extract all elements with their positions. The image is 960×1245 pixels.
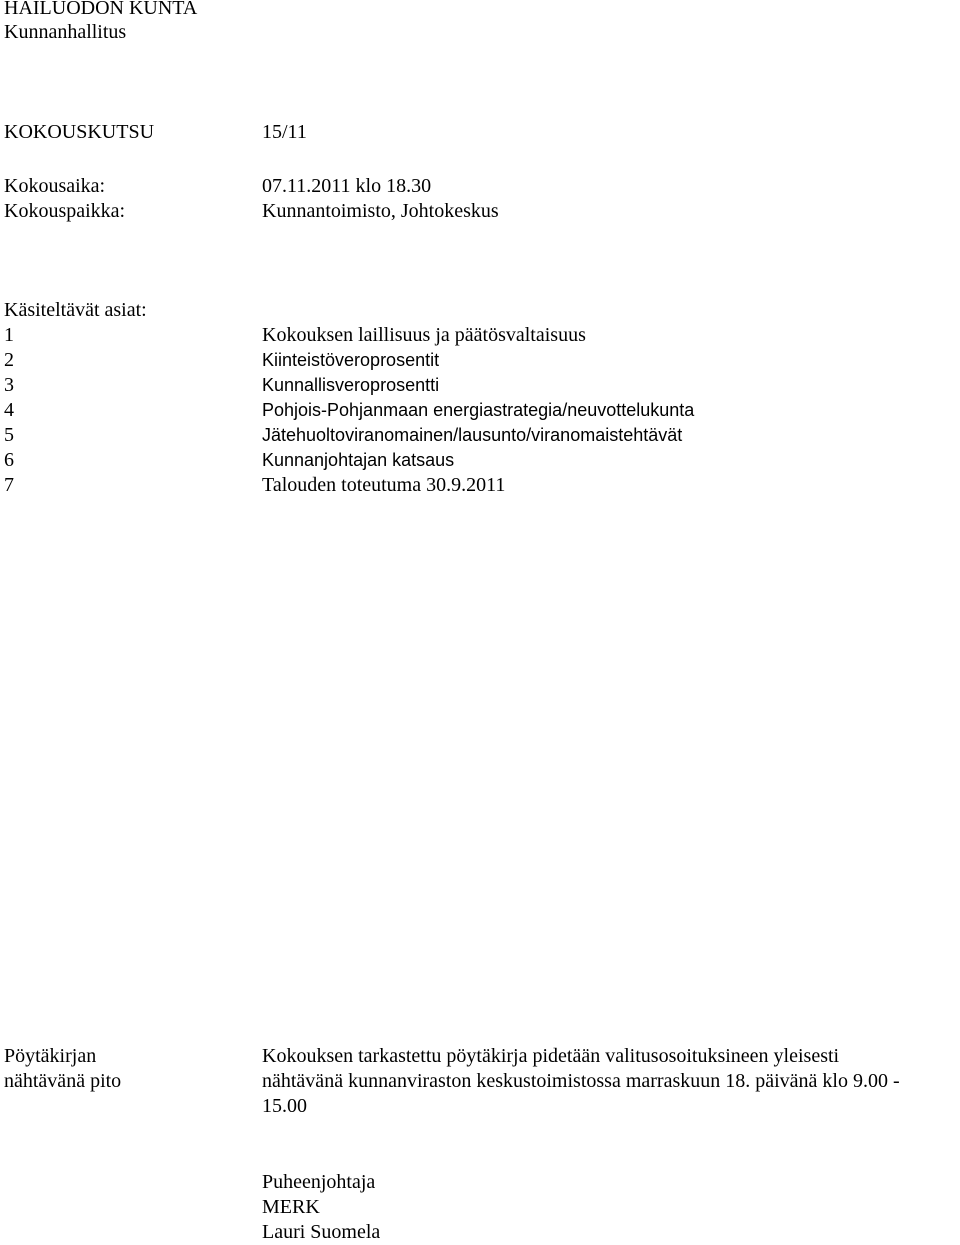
agenda-item-number: 7 bbox=[4, 474, 14, 496]
signature-name: Lauri Suomela bbox=[262, 1221, 381, 1243]
organization-body: Kunnanhallitus bbox=[4, 21, 127, 43]
minutes-text-line1: Kokouksen tarkastettu pöytäkirja pidetään valitusosoituksineen yleisesti bbox=[262, 1045, 840, 1067]
meeting-time-label: Kokousaika: bbox=[4, 175, 106, 197]
signature-mark: MERK bbox=[262, 1196, 320, 1218]
signature-role: Puheenjohtaja bbox=[262, 1171, 376, 1193]
agenda-item-number: 4 bbox=[4, 399, 14, 421]
meeting-place-value: Kunnantoimisto, Johtokeskus bbox=[262, 200, 499, 222]
agenda-item-text: Kunnallisveroprosentti bbox=[262, 375, 440, 395]
minutes-text-line3: 15.00 bbox=[262, 1095, 307, 1117]
invitation-number: 15/11 bbox=[262, 121, 307, 143]
agenda-item-number: 2 bbox=[4, 349, 14, 371]
agenda-item-text: Kunnanjohtajan katsaus bbox=[262, 450, 455, 470]
agenda-item-text: Kiinteistöveroprosentit bbox=[262, 350, 440, 370]
agenda-title: Käsiteltävät asiat: bbox=[4, 299, 147, 321]
agenda-item-text: Pohjois-Pohjanmaan energiastrategia/neuvottelukunta bbox=[262, 400, 695, 420]
agenda-item-number: 6 bbox=[4, 449, 14, 471]
agenda-item-text: Jätehuoltoviranomainen/lausunto/viranomaistehtävät bbox=[262, 425, 683, 445]
minutes-label-line2: nähtävänä pito bbox=[4, 1070, 122, 1092]
minutes-label-line1: Pöytäkirjan bbox=[4, 1045, 97, 1067]
agenda-item-number: 5 bbox=[4, 424, 14, 446]
organization-name: HAILUODON KUNTA bbox=[4, 0, 198, 19]
minutes-text-line2: nähtävänä kunnanviraston keskustoimistossa marraskuun 18. päivänä klo 9.00 - bbox=[262, 1070, 900, 1092]
agenda-item-text: Kokouksen laillisuus ja päätösvaltaisuus bbox=[262, 324, 586, 346]
document-title: KOKOUSKUTSU bbox=[4, 121, 155, 143]
agenda-item-number: 1 bbox=[4, 324, 14, 346]
agenda-item-text: Talouden toteutuma 30.9.2011 bbox=[262, 474, 506, 496]
meeting-time-value: 07.11.2011 klo 18.30 bbox=[262, 175, 432, 197]
agenda-item-number: 3 bbox=[4, 374, 14, 396]
meeting-place-label: Kokouspaikka: bbox=[4, 200, 126, 222]
